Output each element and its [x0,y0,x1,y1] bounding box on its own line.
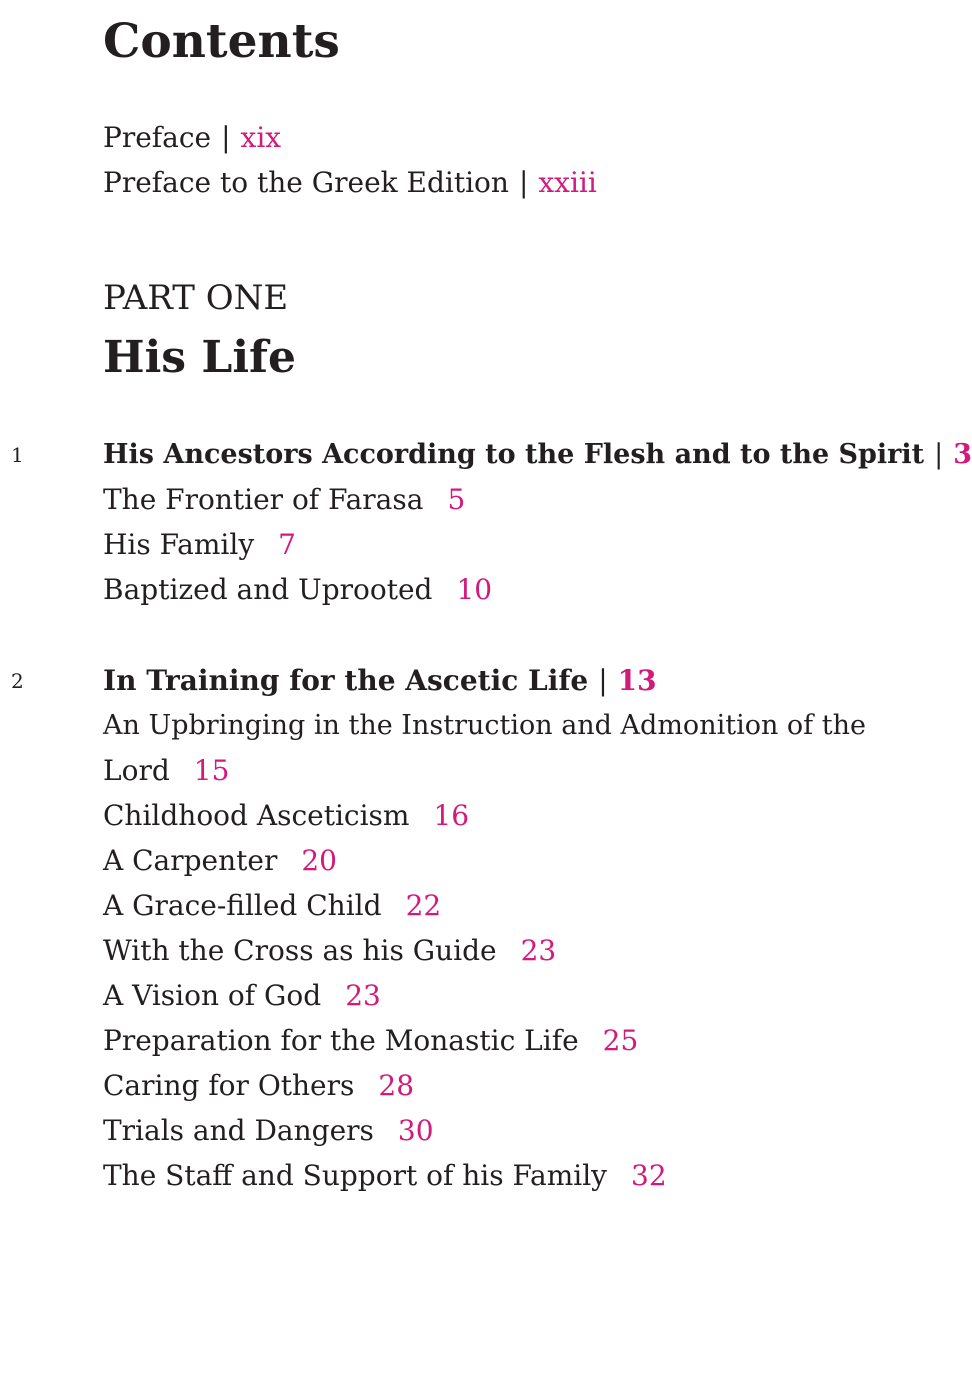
toc-section-line1[interactable] [103,706,866,746]
section-title: A Grace-filled Child [103,889,382,922]
page-number: 22 [405,889,442,922]
section-title: Preparation for the Monastic Life [103,1024,579,1057]
page-number: 5 [447,483,466,516]
page-number: 15 [193,754,230,787]
toc-section[interactable] [103,1111,434,1151]
toc-chapter-1[interactable] [103,435,972,475]
chapter-number: 2 [11,669,24,693]
toc-section-line2[interactable] [103,751,229,791]
section-title: Lord [103,754,170,787]
page-number: xxiii [538,166,597,199]
section-title: Childhood Asceticism [103,799,410,832]
page-number: 25 [602,1024,639,1057]
entry-title: Preface to the Greek Edition [103,166,509,199]
page-number: 28 [378,1069,415,1102]
section-title: A Carpenter [103,844,278,877]
page-number: 32 [631,1159,667,1192]
page-number: 30 [397,1114,434,1147]
section-title: His Family [103,528,255,561]
toc-section[interactable] [103,931,556,971]
section-title: With the Cross as his Guide [103,934,497,967]
page-number: 16 [433,799,470,832]
toc-entry-preface-greek[interactable] [103,163,597,203]
chapter-number: 1 [11,443,24,467]
contents-title: Contents [103,14,340,69]
entry-title: Preface [103,121,212,154]
toc-section[interactable] [103,1156,667,1196]
toc-section[interactable] [103,976,381,1016]
toc-section[interactable] [103,525,296,565]
toc-chapter-2[interactable] [103,661,657,701]
toc-entry-preface[interactable] [103,118,281,158]
toc-section[interactable] [103,1066,414,1106]
toc-section[interactable] [103,1021,638,1061]
part-title: His Life [103,332,296,383]
part-label: PART ONE [103,278,289,318]
section-title: The Staff and Support of his Family [103,1159,607,1192]
separator: | [598,664,608,697]
section-title: Baptized and Uprooted [103,573,433,606]
page-number: 23 [345,979,381,1012]
page-number: 23 [520,934,557,967]
page-number: 7 [278,528,296,561]
page-number: 20 [301,844,337,877]
section-title: Caring for Others [103,1069,355,1102]
page-number: 3 [953,439,972,470]
toc-section[interactable] [103,570,492,610]
section-title: The Frontier of Farasa [103,483,424,516]
section-title: An Upbringing in the Instruction and Admonition of the [103,710,866,741]
separator: | [934,439,944,470]
toc-section[interactable] [103,841,337,881]
page-number: 13 [617,664,657,697]
chapter-title: In Training for the Ascetic Life [103,664,589,697]
separator: | [221,121,231,154]
chapter-title: His Ancestors According to the Flesh and to the Spirit [103,439,925,470]
section-title: A Vision of God [103,979,322,1012]
toc-section[interactable] [103,796,469,836]
toc-section[interactable] [103,480,465,520]
toc-section[interactable] [103,886,441,926]
section-title: Trials and Dangers [103,1114,374,1147]
page-number: xix [240,121,282,154]
page-number: 10 [456,573,493,606]
separator: | [518,166,529,199]
